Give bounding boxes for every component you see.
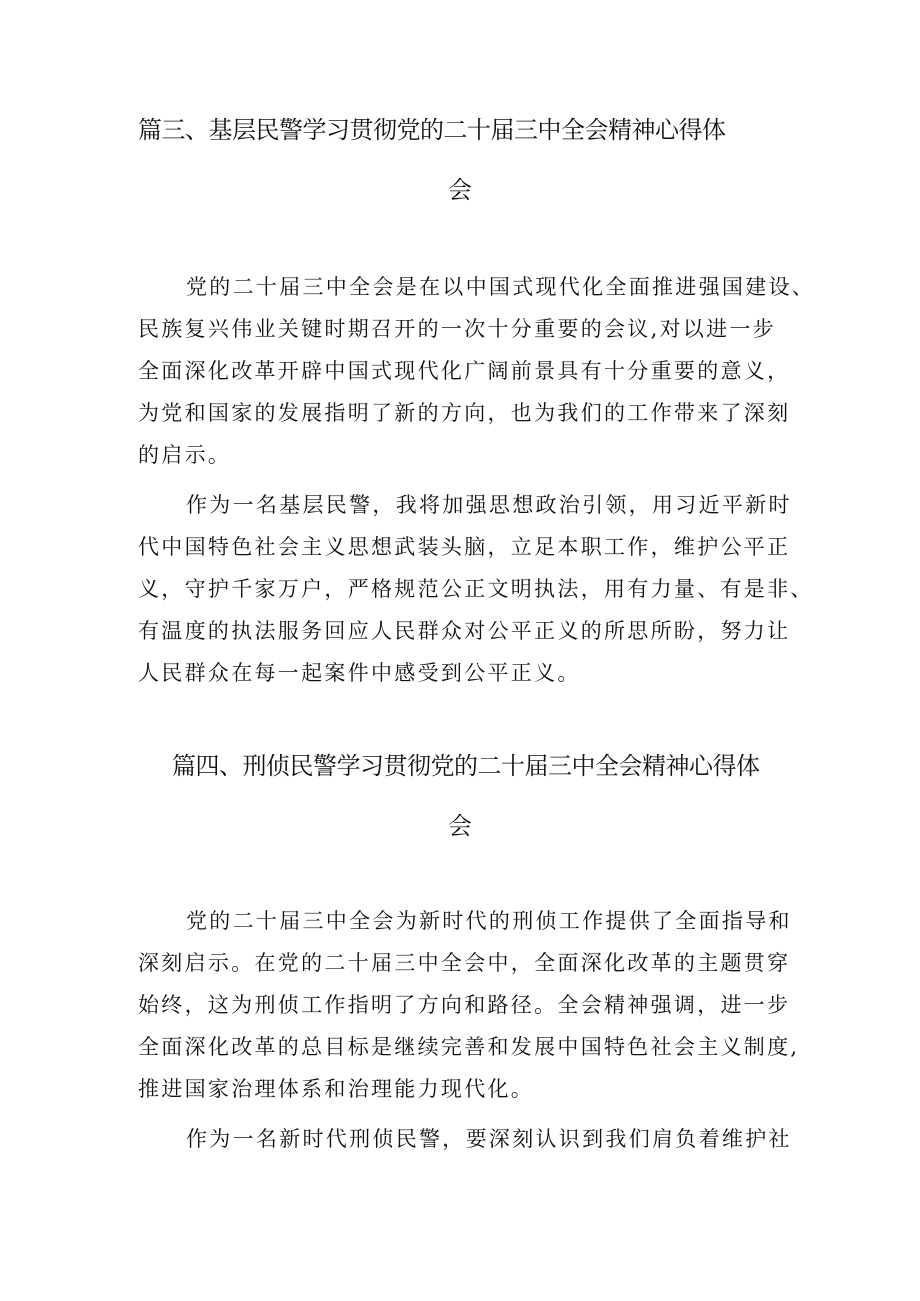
section-4-heading-line-2: 会 <box>448 812 472 840</box>
paragraph-line: 作为一名新时代刑侦民警，要深刻认识到我们肩负着维护社 <box>186 1127 792 1151</box>
paragraph-line: 人民群众在每一起案件中感受到公平正义。 <box>138 661 581 685</box>
section-3-heading-line-2: 会 <box>448 176 472 204</box>
paragraph-line: 民族复兴伟业关键时期召开的一次十分重要的会议,对以进一步 <box>138 317 777 341</box>
paragraph-line: 全面深化改革开辟中国式现代化广阔前景具有十分重要的意义， <box>138 359 791 383</box>
paragraph-line: 党的二十届三中全会是在以中国式现代化全面推进强国建设、 <box>186 275 816 299</box>
paragraph-line: 义，守护千家万户，严格规范公正文明执法，用有力量、有是非、 <box>138 577 814 601</box>
paragraph-line: 有温度的执法服务回应人民群众对公平正义的所思所盼，努力让 <box>138 619 791 643</box>
paragraph-line: 全面深化改革的总目标是继续完善和发展中国特色社会主义制度, <box>138 1035 800 1059</box>
paragraph-line: 推进国家治理体系和治理能力现代化。 <box>138 1077 535 1101</box>
paragraph-line: 代中国特色社会主义思想武装头脑，立足本职工作，维护公平正 <box>138 535 791 559</box>
paragraph-line: 深刻启示。在党的二十届三中全会中，全面深化改革的主题贯穿 <box>138 951 791 975</box>
paragraph-line: 为党和国家的发展指明了新的方向，也为我们的工作带来了深刻 <box>138 401 791 425</box>
section-4-heading-line-1: 篇四、刑侦民警学习贯彻党的二十届三中全会精神心得体 <box>172 752 760 780</box>
paragraph-line: 的启示。 <box>138 443 232 467</box>
paragraph-line: 党的二十届三中全会为新时代的刑侦工作提供了全面指导和 <box>186 909 792 933</box>
paragraph-line: 作为一名基层民警，我将加强思想政治引领，用习近平新时 <box>186 493 792 517</box>
paragraph-line: 始终，这为刑侦工作指明了方向和路径。全会精神强调，进一步 <box>138 993 791 1017</box>
section-3-heading-line-1: 篇三、基层民警学习贯彻党的二十届三中全会精神心得体 <box>138 116 726 144</box>
